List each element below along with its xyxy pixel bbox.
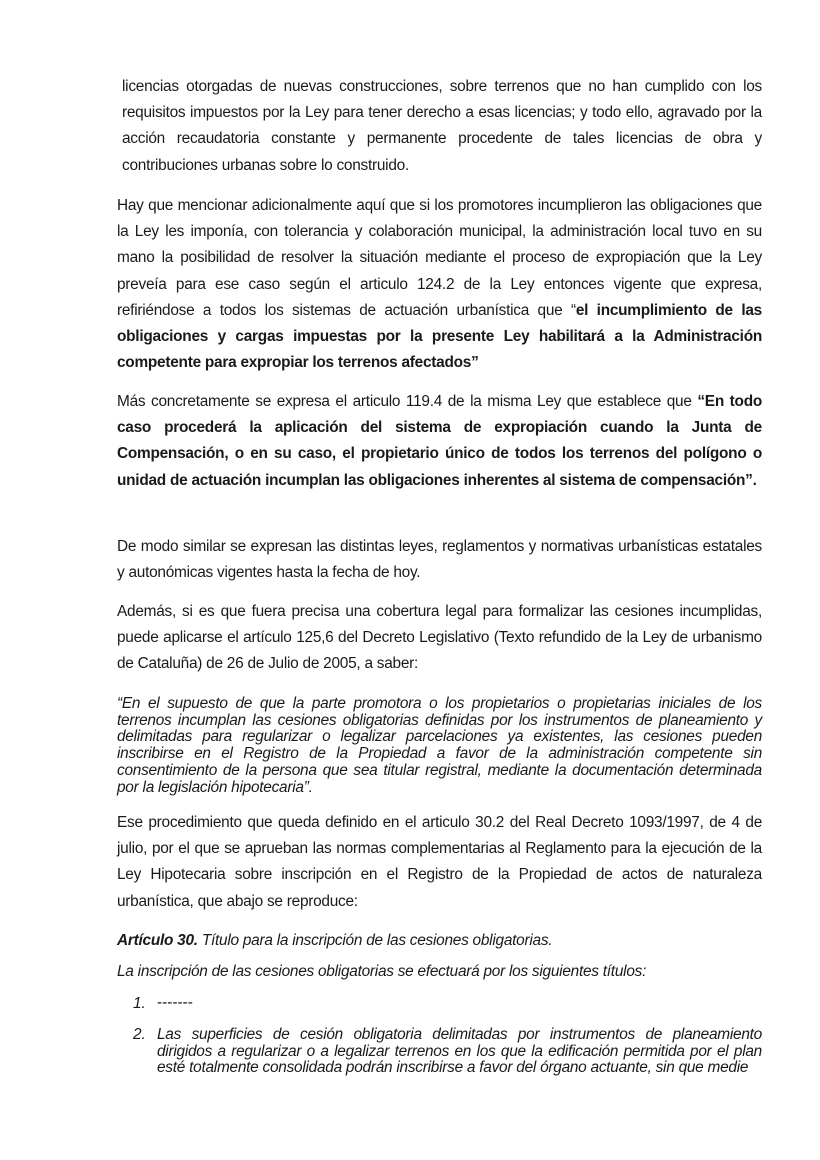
list-item-text: Las superficies de cesión obligatoria delimitadas por instrumentos de planeamiento dirigidos a regularizar o a legalizar terrenos en los que la edificación permitida por el plan esté totalmente consolidada podrán inscribirse a favor del órgano actuante, sin que medie [157, 1026, 762, 1077]
italic-quote-articulo-125: “En el supuesto de que la parte promotora o los propietarios o propietarias iniciales de los terrenos incumplan las cesiones obligatorias definidas por los instrumentos de planeamiento y delimitadas para regularizar o legalizar parcelaciones ya existentes, las cesiones pueden inscribirse en el Registro de la Propiedad a favor de la administración competente sin consentimiento de la persona que sea titular registral, mediante la documentación determinada por la legislación hipotecaria”. [117, 695, 762, 796]
list-item-number: 1. [133, 995, 146, 1012]
paragraph-modo-similar: De modo similar se expresan las distintas leyes, reglamentos y normativas urbanísticas estatales y autonómicas vigentes hasta la fecha de hoy. [117, 538, 762, 582]
paragraph-obligaciones-expropiacion [117, 193, 762, 376]
article-number: Artículo 30. [117, 932, 198, 949]
list-item-text: ------- [157, 994, 193, 1011]
paragraph-ademas-cobertura-legal: Además, si es que fuera precisa una cobertura legal para formalizar las cesiones incumplidas, puede aplicarse el artículo 125,6 del Decreto Legislativo (Texto refundido de la Ley de urbanismo de Cataluña) de 26 de Julio de 2005, a saber: [117, 603, 762, 673]
paragraph-articulo-119 [117, 389, 762, 494]
bold-citation-articulo-124: el incumplimiento de las obligaciones y cargas impuestas por la presente Ley habilitará a la Administración competente para expropiar los terrenos afectados” [117, 301, 762, 372]
bold-citation-articulo-119: “En todo caso procederá la aplicación del sistema de expropiación cuando la Junta de Compensación, o en su caso, el propietario único de todos los terrenos del polígono o unidad de actuación incumplan las obligaciones inherentes al sistema de compensación”. [117, 393, 762, 489]
quote-open-mark: “ [570, 301, 576, 319]
paragraph-licencias: licencias otorgadas de nuevas construcciones, sobre terrenos que no han cumplido con los requisitos impuestos por la Ley para tener derecho a esas licencias; y todo ello, agravado por la acción recaudatoria constante y permanente procedente de tales licencias de obra y contribuciones urbanas sobre lo construido. [122, 78, 762, 174]
paragraph-text: Hay que mencionar adicionalmente aquí que si los promotores incumplieron las obligaciones que la Ley les imponía, con tolerancia y colaboración municipal, la administración local tuvo en su mano la posibilidad de resolver la situación mediante el proceso de expropiación que la Ley preveía para ese caso según el articulo 124.2 de la Ley entonces vigente que expresa, refiriéndose a todos los sistemas de actuación urbanística que [117, 197, 762, 319]
paragraph-text: Más concretamente se expresa el articulo 119.4 de la misma Ley que establece que [117, 393, 698, 410]
paragraph-real-decreto: Ese procedimiento que queda definido en el articulo 30.2 del Real Decreto 1093/1997, de 4 de julio, por el que se aprueban las normas complementarias al Reglamento para la ejecución de la Ley Hipotecaria sobre inscripción en el Registro de la Propiedad de actos de naturaleza urbanística, que abajo se reproduce: [117, 814, 762, 910]
article-title: Título para la inscripción de las cesiones obligatorias. [197, 932, 553, 949]
article-intro: La inscripción de las cesiones obligatorias se efectuará por los siguientes títulos: [117, 963, 647, 980]
article-heading [117, 931, 552, 951]
list-item-number: 2. [133, 1026, 146, 1043]
